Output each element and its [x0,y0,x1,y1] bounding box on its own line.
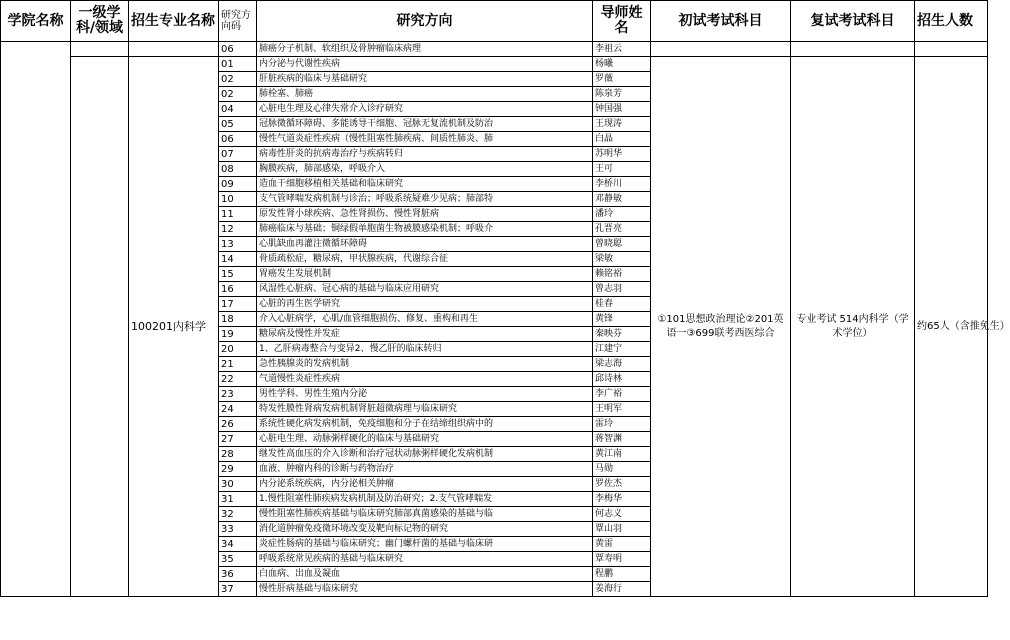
direction-cell: 肺癌分子机制、软组织及骨肿瘤临床病理 [257,42,593,57]
header-quota: 招生人数 [915,1,988,42]
tutor-cell: 桂春 [593,297,651,312]
tutor-cell: 覃寿明 [593,552,651,567]
direction-code-cell: 27 [219,432,257,447]
direction-code-cell: 14 [219,252,257,267]
first-exam-cell: ①101思想政治理论②201英语一③699联考西医综合 [651,57,791,597]
direction-code-cell: 23 [219,387,257,402]
direction-code-cell: 06 [219,132,257,147]
table-row [1,57,988,72]
direction-cell: 消化道肿瘤免疫微环境改变及靶向标记物的研究 [257,522,593,537]
quota-cell: 约65人（含推免生） [915,57,988,597]
direction-code-cell: 32 [219,507,257,522]
direction-cell: 慢性阻塞性肺疾病基础与临床研究肺部真菌感染的基础与临 [257,507,593,522]
direction-cell: 糖尿病及慢性并发症 [257,327,593,342]
direction-cell: 心脏电生理及心律失常介入诊疗研究 [257,102,593,117]
direction-cell: 慢性肝病基础与临床研究 [257,582,593,597]
tutor-cell: 曾志羽 [593,282,651,297]
direction-code-cell: 01 [219,57,257,72]
direction-cell: 慢性气道炎症性疾病（慢性阻塞性肺疾病、间质性肺炎、肺 [257,132,593,147]
direction-cell: 呼吸系统常见疾病的基础与临床研究 [257,552,593,567]
tutor-cell: 江建宁 [593,342,651,357]
direction-code-cell: 37 [219,582,257,597]
tutor-cell: 秦映芬 [593,327,651,342]
direction-cell: 冠脉微循环障碍、多能诱导干细胞、冠脉无复流机制及防治 [257,117,593,132]
direction-cell: 继发性高血压的介入诊断和治疗冠状动脉粥样硬化发病机制 [257,447,593,462]
direction-cell: 心脏的再生医学研究 [257,297,593,312]
tutor-cell: 孔晋亮 [593,222,651,237]
tutor-cell: 程鹏 [593,567,651,582]
header-row [1,1,988,42]
header-direction: 研究方向 [257,1,593,42]
direction-code-cell: 11 [219,207,257,222]
second-exam-cell: 专业考试 514内科学（学术学位） [791,57,915,597]
direction-code-cell: 13 [219,237,257,252]
tutor-cell: 王现涛 [593,117,651,132]
direction-cell: 肺栓塞、肺癌 [257,87,593,102]
second-exam-cell-top [791,42,915,57]
direction-code-cell: 28 [219,447,257,462]
direction-code-cell: 26 [219,417,257,432]
direction-cell: 肝脏疾病的临床与基础研究 [257,72,593,87]
direction-cell: 炎症性肠病的基础与临床研究；幽门螺杆菌的基础与临床研 [257,537,593,552]
tutor-cell: 李祖云 [593,42,651,57]
tutor-cell: 罗佐杰 [593,477,651,492]
direction-code-cell: 22 [219,372,257,387]
college-cell [1,42,71,597]
direction-code-cell: 08 [219,162,257,177]
discipline-cell-top [71,42,129,57]
direction-cell: 内分泌与代谢性疾病 [257,57,593,72]
direction-code-cell: 07 [219,147,257,162]
direction-code-cell: 02 [219,87,257,102]
direction-cell: 1.慢性阻塞性肺疾病发病机制及防治研究；2.支气管哮喘发 [257,492,593,507]
direction-cell: 心脏电生理、动脉粥样硬化的临床与基础研究 [257,432,593,447]
table-row [1,42,988,57]
direction-cell: 急性胰腺炎的发病机制 [257,357,593,372]
direction-cell: 原发性肾小球疾病、急性肾损伤、慢性肾脏病 [257,207,593,222]
header-college: 学院名称 [1,1,71,42]
quota-cell-top [915,42,988,57]
direction-code-cell: 31 [219,492,257,507]
header-major: 招生专业名称 [129,1,219,42]
direction-cell: 系统性硬化病发病机制，免疫细胞和分子在结缔组织病中的 [257,417,593,432]
tutor-cell: 雷玲 [593,417,651,432]
discipline-cell [71,57,129,597]
direction-code-cell: 36 [219,567,257,582]
direction-code-cell: 09 [219,177,257,192]
direction-cell: 支气管哮喘发病机制与诊治；呼吸系统疑难少见病；肺部特 [257,192,593,207]
tutor-cell: 马勋 [593,462,651,477]
first-exam-cell-top [651,42,791,57]
direction-cell: 肺癌临床与基础；铜绿假单胞菌生物被膜感染机制；呼吸介 [257,222,593,237]
direction-code-cell: 18 [219,312,257,327]
direction-code-cell: 21 [219,357,257,372]
direction-code-cell: 33 [219,522,257,537]
tutor-cell: 罗薇 [593,72,651,87]
header-second-exam: 复试考试科目 [791,1,915,42]
header-first-exam: 初试考试科目 [651,1,791,42]
direction-code-cell: 10 [219,192,257,207]
tutor-cell: 赖铭裕 [593,267,651,282]
tutor-cell: 蒋智渊 [593,432,651,447]
direction-cell: 白血病、出血及凝血 [257,567,593,582]
direction-code-cell: 17 [219,297,257,312]
tutor-cell: 邓静敏 [593,192,651,207]
tutor-cell: 邱诗林 [593,372,651,387]
direction-code-cell: 20 [219,342,257,357]
tutor-cell: 李梅华 [593,492,651,507]
tutor-cell: 潘玲 [593,207,651,222]
tutor-cell: 王明军 [593,402,651,417]
tutor-cell: 苏明华 [593,147,651,162]
tutor-cell: 黄锋 [593,312,651,327]
direction-code-cell: 04 [219,102,257,117]
tutor-cell: 梁志海 [593,357,651,372]
direction-code-cell: 24 [219,402,257,417]
direction-cell: 造血干细胞移植相关基础和临床研究 [257,177,593,192]
tutor-cell: 陈泉芳 [593,87,651,102]
direction-cell: 特发性膜性肾病发病机制肾脏超微病理与临床研究 [257,402,593,417]
tutor-cell: 梁敏 [593,252,651,267]
direction-cell: 介入心脏病学，心肌/血管细胞损伤、修复、重构和再生 [257,312,593,327]
direction-cell: 1、乙肝病毒整合与变异2、慢乙肝的临床转归 [257,342,593,357]
direction-code-cell: 15 [219,267,257,282]
tutor-cell: 李广裕 [593,387,651,402]
tutor-cell: 曾晓聪 [593,237,651,252]
tutor-cell: 杨曦 [593,57,651,72]
direction-code-cell: 19 [219,327,257,342]
major-cell-top [129,42,219,57]
direction-cell: 风湿性心脏病、冠心病的基础与临床应用研究 [257,282,593,297]
direction-cell: 病毒性肝炎的抗病毒治疗与疾病转归 [257,147,593,162]
header-tutor: 导师姓名 [593,1,651,42]
header-direction-code: 研究方向码 [219,1,257,42]
tutor-cell: 白晶 [593,132,651,147]
direction-cell: 男性学科、男性生殖内分泌 [257,387,593,402]
direction-code-cell: 29 [219,462,257,477]
table-body [1,42,1010,597]
direction-code-cell: 16 [219,282,257,297]
tutor-cell: 何志义 [593,507,651,522]
direction-code-cell: 12 [219,222,257,237]
tutor-cell: 李桥川 [593,177,651,192]
tutor-cell: 姜海行 [593,582,651,597]
tutor-cell: 覃山羽 [593,522,651,537]
direction-cell: 内分泌系统疾病，内分泌相关肿瘤 [257,477,593,492]
direction-cell: 胸膜疾病，肺部感染，呼吸介入 [257,162,593,177]
tutor-cell: 黄雷 [593,537,651,552]
direction-code-cell: 06 [219,42,257,57]
tutor-cell: 钟国强 [593,102,651,117]
direction-code-cell: 05 [219,117,257,132]
direction-code-cell: 35 [219,552,257,567]
direction-cell: 胃癌发生发展机制 [257,267,593,282]
tutor-cell: 黄江南 [593,447,651,462]
header-discipline: 一级学科/领域 [71,1,129,42]
tutor-cell: 王可 [593,162,651,177]
direction-cell: 心肌缺血再灌注微循环障碍 [257,237,593,252]
direction-cell: 气道慢性炎症性疾病 [257,372,593,387]
direction-code-cell: 02 [219,72,257,87]
major-cell: 100201内科学 [129,57,219,597]
direction-cell: 骨质疏松症，糖尿病，甲状腺疾病，代谢综合征 [257,252,593,267]
direction-code-cell: 34 [219,537,257,552]
direction-cell: 血液、肿瘤内科的诊断与药物治疗 [257,462,593,477]
direction-code-cell: 30 [219,477,257,492]
